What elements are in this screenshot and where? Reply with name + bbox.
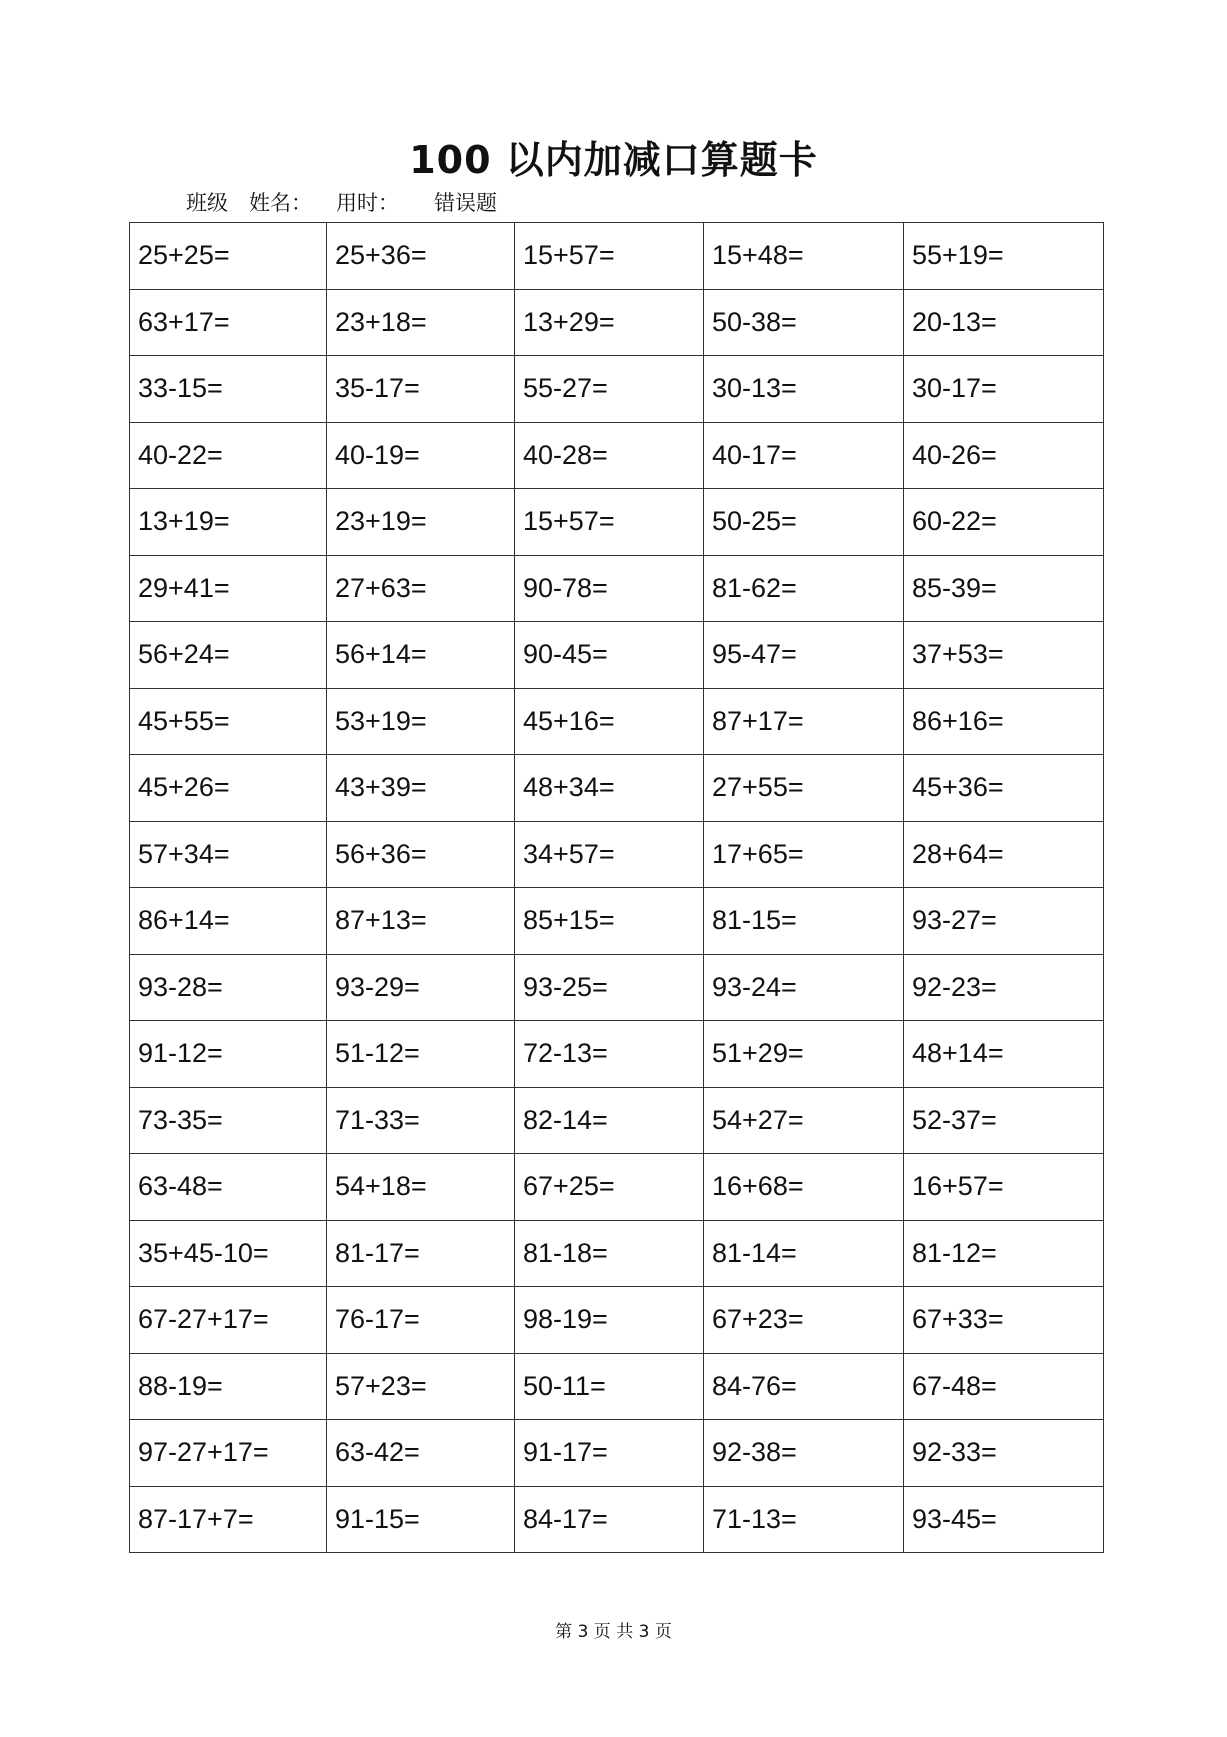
table-row — [130, 1287, 1104, 1354]
problem-cell: 51-12= — [327, 1021, 515, 1088]
problem-cell: 37+53= — [904, 622, 1104, 689]
problem-cell: 57+34= — [130, 821, 327, 888]
problem-cell: 67+23= — [704, 1287, 904, 1354]
problem-cell: 50-25= — [704, 489, 904, 556]
problem-cell: 67+25= — [515, 1154, 704, 1221]
problem-cell: 93-45= — [904, 1486, 1104, 1553]
problem-cell: 35+45-10= — [130, 1220, 327, 1287]
problem-cell: 25+25= — [130, 223, 327, 290]
problem-cell: 13+19= — [130, 489, 327, 556]
table-row — [130, 1220, 1104, 1287]
problem-cell: 33-15= — [130, 356, 327, 423]
problem-cell: 51+29= — [704, 1021, 904, 1088]
problem-cell: 55+19= — [904, 223, 1104, 290]
errors-label: 错误题 — [434, 191, 497, 215]
table-row — [130, 1486, 1104, 1553]
problem-cell: 71-33= — [327, 1087, 515, 1154]
arithmetic-table-body — [130, 223, 1104, 1553]
table-row — [130, 489, 1104, 556]
page-title: 100 以内加减口算题卡 — [409, 138, 818, 182]
class-label: 班级 — [186, 191, 228, 215]
table-row — [130, 888, 1104, 955]
problem-cell: 43+39= — [327, 755, 515, 822]
problem-cell: 67-27+17= — [130, 1287, 327, 1354]
problem-cell: 30-17= — [904, 356, 1104, 423]
problem-cell: 67-48= — [904, 1353, 1104, 1420]
problem-cell: 85-39= — [904, 555, 1104, 622]
problem-cell: 50-38= — [704, 289, 904, 356]
problem-cell: 63-42= — [327, 1420, 515, 1487]
problem-cell: 25+36= — [327, 223, 515, 290]
problem-cell: 48+14= — [904, 1021, 1104, 1088]
table-row — [130, 223, 1104, 290]
problem-cell: 88-19= — [130, 1353, 327, 1420]
problem-cell: 93-25= — [515, 954, 704, 1021]
table-row — [130, 555, 1104, 622]
problem-cell: 52-37= — [904, 1087, 1104, 1154]
problem-cell: 92-33= — [904, 1420, 1104, 1487]
problem-cell: 20-13= — [904, 289, 1104, 356]
problem-cell: 45+36= — [904, 755, 1104, 822]
table-row — [130, 1087, 1104, 1154]
problem-cell: 50-11= — [515, 1353, 704, 1420]
problem-cell: 84-76= — [704, 1353, 904, 1420]
table-row — [130, 1021, 1104, 1088]
time-label: 用时： — [336, 191, 399, 215]
problem-cell: 85+15= — [515, 888, 704, 955]
problem-cell: 53+19= — [327, 688, 515, 755]
problem-cell: 40-19= — [327, 422, 515, 489]
problem-cell: 40-22= — [130, 422, 327, 489]
problem-cell: 87+17= — [704, 688, 904, 755]
problem-cell: 40-26= — [904, 422, 1104, 489]
table-row — [130, 1154, 1104, 1221]
problem-cell: 72-13= — [515, 1021, 704, 1088]
problem-cell: 91-12= — [130, 1021, 327, 1088]
table-row — [130, 289, 1104, 356]
problem-cell: 86+14= — [130, 888, 327, 955]
name-label: 姓名： — [249, 191, 312, 215]
problem-cell: 93-29= — [327, 954, 515, 1021]
problem-cell: 97-27+17= — [130, 1420, 327, 1487]
problem-cell: 55-27= — [515, 356, 704, 423]
problem-cell: 73-35= — [130, 1087, 327, 1154]
problem-cell: 30-13= — [704, 356, 904, 423]
problem-cell: 82-14= — [515, 1087, 704, 1154]
problem-cell: 16+57= — [904, 1154, 1104, 1221]
table-row — [130, 622, 1104, 689]
problem-cell: 63-48= — [130, 1154, 327, 1221]
problem-cell: 34+57= — [515, 821, 704, 888]
problem-cell: 91-15= — [327, 1486, 515, 1553]
problem-cell: 84-17= — [515, 1486, 704, 1553]
problem-cell: 81-15= — [704, 888, 904, 955]
problem-cell: 40-28= — [515, 422, 704, 489]
problem-cell: 93-24= — [704, 954, 904, 1021]
problem-cell: 57+23= — [327, 1353, 515, 1420]
table-row — [130, 422, 1104, 489]
table-row — [130, 1353, 1104, 1420]
problem-cell: 13+29= — [515, 289, 704, 356]
problem-cell: 56+24= — [130, 622, 327, 689]
problem-cell: 27+63= — [327, 555, 515, 622]
problem-cell: 35-17= — [327, 356, 515, 423]
problem-cell: 16+68= — [704, 1154, 904, 1221]
problem-cell: 60-22= — [904, 489, 1104, 556]
problem-cell: 90-78= — [515, 555, 704, 622]
problem-cell: 81-12= — [904, 1220, 1104, 1287]
table-row — [130, 1420, 1104, 1487]
problem-cell: 27+55= — [704, 755, 904, 822]
table-row — [130, 954, 1104, 1021]
problem-cell: 93-27= — [904, 888, 1104, 955]
problem-cell: 15+48= — [704, 223, 904, 290]
arithmetic-table — [129, 222, 1104, 1553]
problem-cell: 29+41= — [130, 555, 327, 622]
table-row — [130, 821, 1104, 888]
problem-cell: 81-17= — [327, 1220, 515, 1287]
problem-cell: 23+18= — [327, 289, 515, 356]
problem-cell: 45+26= — [130, 755, 327, 822]
problem-cell: 56+36= — [327, 821, 515, 888]
problem-cell: 63+17= — [130, 289, 327, 356]
page-footer: 第 3 页 共 3 页 — [555, 1622, 672, 1642]
problem-cell: 40-17= — [704, 422, 904, 489]
problem-cell: 45+16= — [515, 688, 704, 755]
table-row — [130, 755, 1104, 822]
problem-cell: 81-18= — [515, 1220, 704, 1287]
problem-cell: 17+65= — [704, 821, 904, 888]
problem-cell: 54+18= — [327, 1154, 515, 1221]
problem-cell: 54+27= — [704, 1087, 904, 1154]
problem-cell: 45+55= — [130, 688, 327, 755]
problem-cell: 81-14= — [704, 1220, 904, 1287]
problem-cell: 93-28= — [130, 954, 327, 1021]
problem-cell: 48+34= — [515, 755, 704, 822]
problem-cell: 92-23= — [904, 954, 1104, 1021]
problem-cell: 87-17+7= — [130, 1486, 327, 1553]
problem-cell: 91-17= — [515, 1420, 704, 1487]
problem-cell: 86+16= — [904, 688, 1104, 755]
problem-cell: 23+19= — [327, 489, 515, 556]
table-row — [130, 688, 1104, 755]
problem-cell: 67+33= — [904, 1287, 1104, 1354]
problem-cell: 56+14= — [327, 622, 515, 689]
problem-cell: 92-38= — [704, 1420, 904, 1487]
problem-cell: 71-13= — [704, 1486, 904, 1553]
problem-cell: 81-62= — [704, 555, 904, 622]
problem-cell: 28+64= — [904, 821, 1104, 888]
problem-cell: 98-19= — [515, 1287, 704, 1354]
problem-cell: 87+13= — [327, 888, 515, 955]
problem-cell: 90-45= — [515, 622, 704, 689]
problem-cell: 95-47= — [704, 622, 904, 689]
table-row — [130, 356, 1104, 423]
problem-cell: 15+57= — [515, 223, 704, 290]
problem-cell: 15+57= — [515, 489, 704, 556]
problem-cell: 76-17= — [327, 1287, 515, 1354]
